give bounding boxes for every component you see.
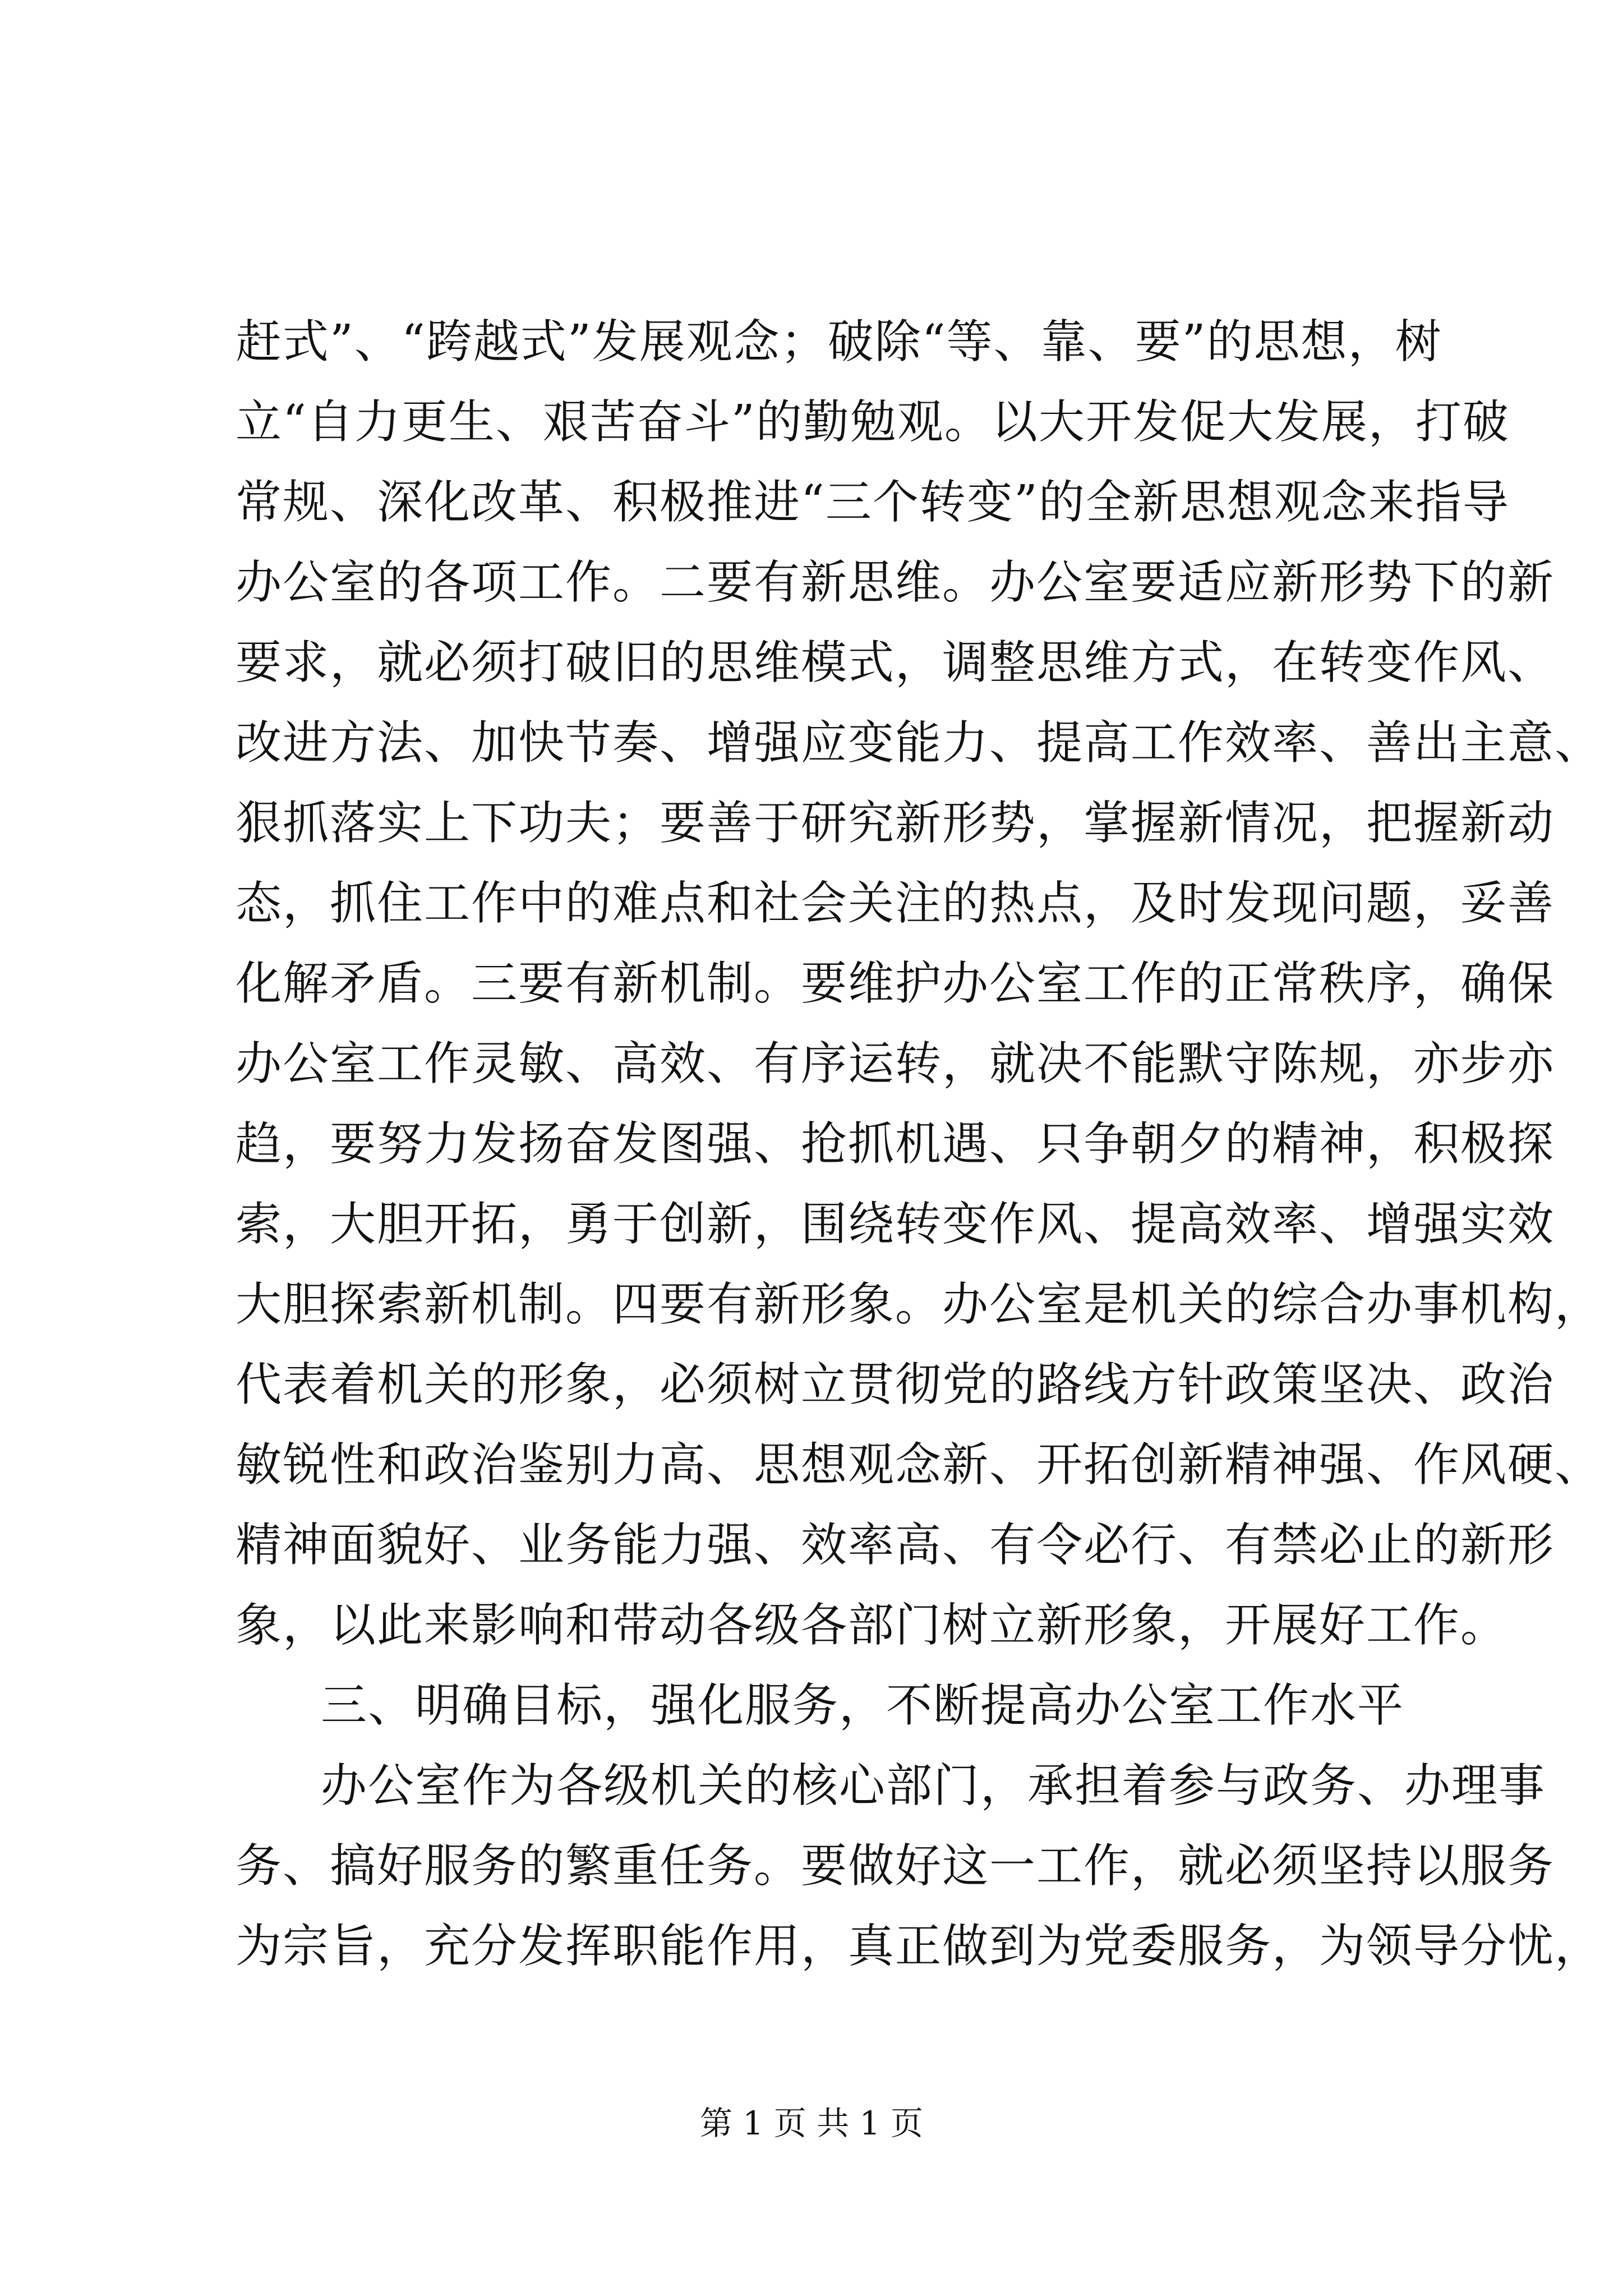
text-line: 态，抓住工作中的难点和社会关注的热点，及时发现问题，妥善 (236, 877, 1555, 930)
text-line: 化解矛盾。三要有新机制。要维护办公室工作的正常秩序，确保 (236, 957, 1555, 1010)
text-line: 要求，就必须打破旧的思维模式，调整思维方式，在转变作风、 (236, 636, 1555, 689)
text-line: 精神面貌好、业务能力强、效率高、有令必行、有禁必止的新形 (236, 1519, 1555, 1572)
text-line-paragraph-end: 象，以此来影响和带动各级各部门树立新形象，开展好工作。 (236, 1599, 1508, 1652)
text-line: 狠抓落实上下功夫；要善于研究新形势，掌握新情况，把握新动 (236, 797, 1555, 850)
text-line: 代表着机关的形象，必须树立贯彻党的路线方针政策坚决、政治 (236, 1358, 1555, 1411)
text-line: 办公室工作灵敏、高效、有序运转，就决不能默守陈规，亦步亦 (236, 1037, 1555, 1091)
page-number-footer: 第 1 页 共 1 页 (700, 2104, 923, 2142)
text-line: 办公室的各项工作。二要有新思维。办公室要适应新形势下的新 (236, 556, 1555, 609)
text-line: 索，大胆开拓，勇于创新，围绕转变作风、提高效率、增强实效 (236, 1198, 1555, 1251)
text-line: 立“自力更生、艰苦奋斗”的勤勉观。以大开发促大发展，打破 (236, 395, 1510, 449)
text-line: 为宗旨，充分发挥职能作用，真正做到为党委服务，为领导分忧， (236, 1920, 1602, 1973)
text-line: 常规、深化改革、积极推进“三个转变”的全新思想观念来指导 (236, 476, 1510, 529)
text-line: 趋，要努力发扬奋发图强、抢抓机遇、只争朝夕的精神，积极探 (236, 1117, 1555, 1171)
section-heading: 三、明确目标，强化服务，不断提高办公室工作水平 (321, 1679, 1405, 1732)
text-line: 改进方法、加快节奏、增强应变能力、提高工作效率、善出主意、 (236, 716, 1602, 770)
text-line: 敏锐性和政治鉴别力高、思想观念新、开拓创新精神强、作风硬、 (236, 1438, 1602, 1492)
text-line: 大胆探索新机制。四要有新形象。办公室是机关的综合办事机构， (236, 1278, 1602, 1331)
text-line-paragraph-start: 办公室作为各级机关的核心部门，承担着参与政务、办理事 (321, 1759, 1546, 1812)
text-line: 赶式”、“跨越式”发展观念；破除“等、靠、要”的思想，树 (236, 315, 1442, 369)
text-line: 务、搞好服务的繁重任务。要做好这一工作，就必须坚持以服务 (236, 1839, 1555, 1893)
